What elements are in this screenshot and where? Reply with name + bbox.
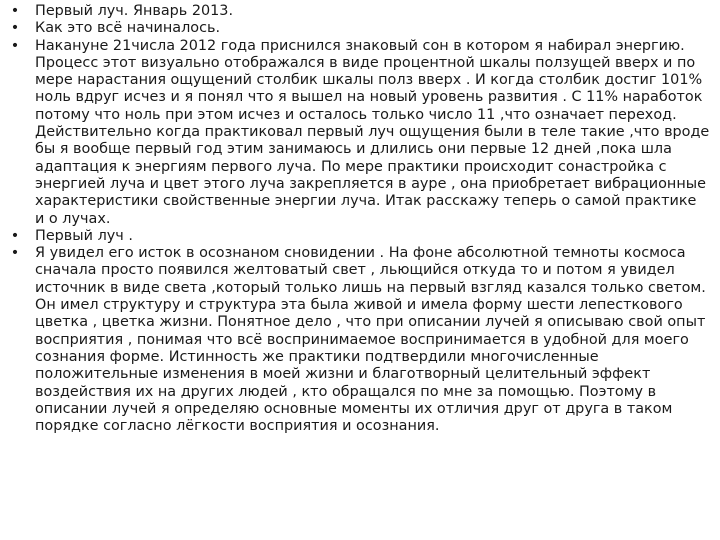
bullet-icon: • [10, 3, 20, 19]
bullet-icon: • [10, 227, 20, 244]
item-text: Как это всё начиналось. [35, 20, 221, 37]
item-text: Накануне 21числа 2012 года приснился знаковый сон в котором я набирал энергию. Процесс этот визуально отображался в виде процентной шкалы ползущей вверх и по мере нарастания ощущений столбик шкалы полз вверх . И когда столбик достиг 101% ноль вдруг исчез и я понял что я вышел на новый уровень развития . С 11% наработок потому что ноль при этом исчез и осталось только число 11 ,что означает переход. Действительно когда практиковал первый луч ощущения были в теле такие ,что вроде бы я вообще первый год этим занимаюсь и длились они первые 12 дней ,пока шла адаптация к энергиям первого луча. По мере практики происходит сонастройка с энергией луча и цвет этого луча закрепляется в ауре , она приобретает вибрационные характеристики свойственные энергии луча. Итак расскажу теперь о самой практике и о лучах. [35, 37, 710, 227]
bullet-list [8, 3, 710, 435]
bullet-icon: • [10, 245, 20, 262]
bullet-icon: • [10, 37, 20, 54]
item-text: Первый луч. Январь 2013. [35, 3, 234, 19]
item-text: Я увидел его исток в осознаном сновидении . На фоне абсолютной темноты космоса сначала просто появился желтоватый свет , льющийся откуда то и потом я увидел источник в виде света ,который только лишь на первый взгляд казался только светом. Он имел структуру и структура эта была живой и имела форму шести лепесткового цветка , цветка жизни. Понятное дело , что при описании лучей я описываю свой опыт восприятия , понимая что всё воспринимаемое воспринимается в удобной для моего сознания форме. Истинность же практики подтвердили многочисленные положительные изменения в моей жизни и благотворный целительный эффект воздействия их на других людей , кто обращался по мне за помощью. Поэтому в описании лучей я определяю основные моменты их отличия друг от друга в таком порядке согласно лёгкости восприятия и осознания. [35, 245, 706, 435]
list-item [8, 3, 710, 20]
list-item [8, 228, 710, 245]
list-item [8, 245, 710, 435]
item-text: Первый луч . [35, 227, 133, 244]
list-item [8, 20, 710, 37]
bullet-icon: • [10, 20, 20, 37]
list-item [8, 38, 710, 228]
